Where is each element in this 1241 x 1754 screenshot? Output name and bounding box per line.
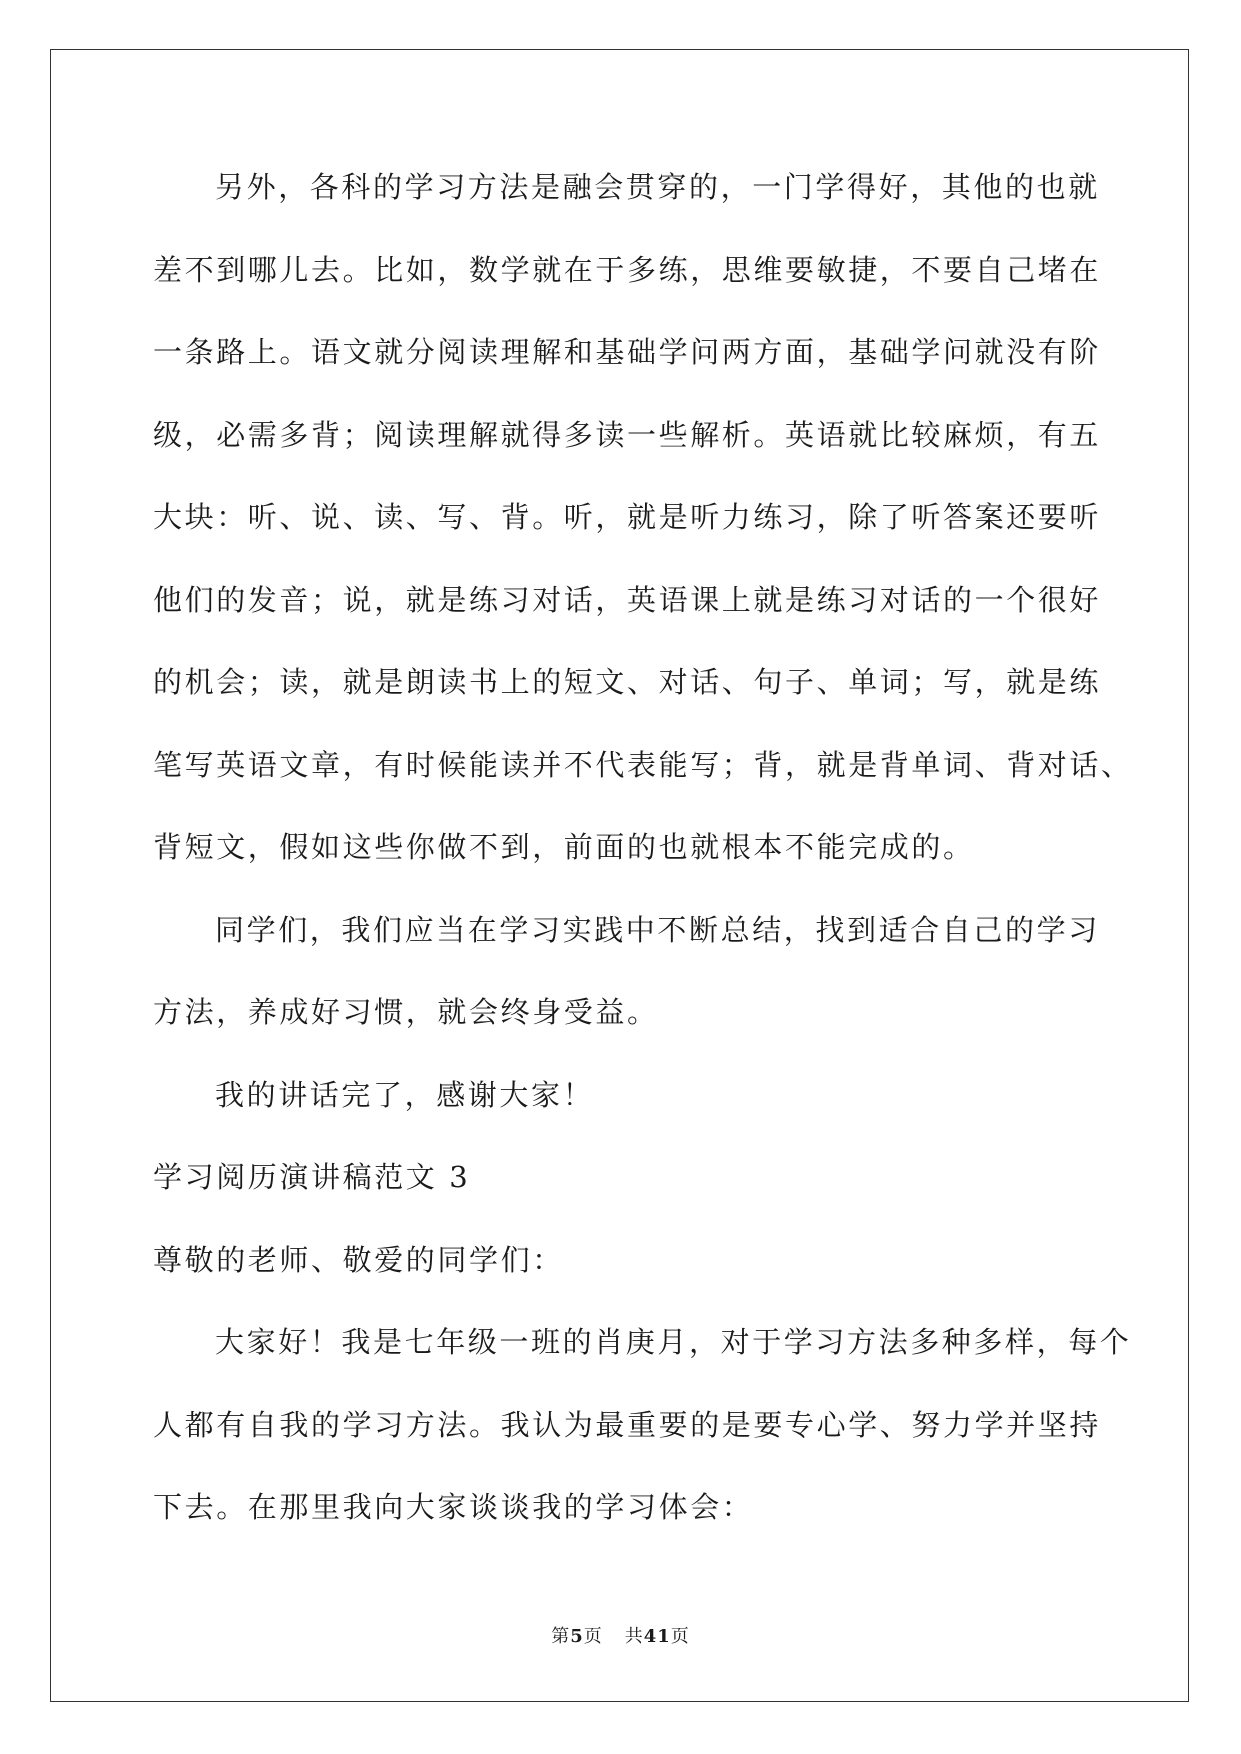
total-suffix: 页: [670, 1626, 690, 1647]
paragraph-line: 的机会；读，就是朗读书上的短文、对话、句子、单词；写，就是练: [153, 665, 1102, 699]
paragraph-3: [153, 1070, 1113, 1153]
paragraph-line: 大块：听、说、读、写、背。听，就是听力练习，除了听答案还要听: [153, 500, 1102, 534]
paragraph-1: [153, 162, 1133, 905]
paragraph-line: 级，必需多背；阅读理解就得多读一些解析。英语就比较麻烦，有五: [153, 417, 1102, 452]
paragraph-2: [153, 905, 1113, 1070]
page-suffix: 页: [583, 1626, 603, 1647]
paragraph-line: 大家好！我是七年级一班的肖庚月，对于学习方法多种多样，每个: [215, 1325, 1132, 1359]
paragraph-line: 另外，各科的学习方法是融会贯穿的，一门学得好，其他的也就: [215, 170, 1100, 204]
paragraph-line: 差不到哪儿去。比如，数学就在于多练，思维要敏捷，不要自己堵在: [153, 252, 1102, 287]
section-title: 学习阅历演讲稿范文 3: [153, 1160, 471, 1194]
paragraph-line: 一条路上。语文就分阅读理解和基础学问两方面，基础学问就没有阶: [153, 335, 1102, 369]
page-number: 5: [570, 1626, 584, 1647]
paragraph-line: 背短文，假如这些你做不到，前面的也就根本不能完成的。: [153, 830, 975, 864]
paragraph-line: 同学们，我们应当在学习实践中不断总结，找到适合自己的学习: [215, 912, 1100, 947]
paragraph-4: [153, 1317, 1132, 1565]
paragraph-line: 他们的发音；说，就是练习对话，英语课上就是练习对话的一个很好: [153, 582, 1102, 617]
page-prefix: 第: [551, 1626, 571, 1647]
salutation: 尊敬的老师、敬爱的同学们：: [153, 1242, 564, 1277]
paragraph-line: 人都有自我的学习方法。我认为最重要的是要专心学、努力学并坚持: [153, 1407, 1102, 1442]
page-footer: [0, 1622, 1241, 1648]
total-prefix: 共: [624, 1626, 644, 1647]
total-pages: 41: [643, 1626, 671, 1647]
document-body: [153, 162, 1133, 1565]
paragraph-line: 下去。在那里我向大家谈谈我的学习体会：: [153, 1490, 754, 1524]
paragraph-line: 我的讲话完了，感谢大家！: [215, 1077, 595, 1112]
paragraph-line: 笔写英语文章，有时候能读并不代表能写；背，就是背单词、背对话、: [153, 747, 1133, 782]
paragraph-line: 方法，养成好习惯，就会终身受益。: [153, 995, 659, 1029]
